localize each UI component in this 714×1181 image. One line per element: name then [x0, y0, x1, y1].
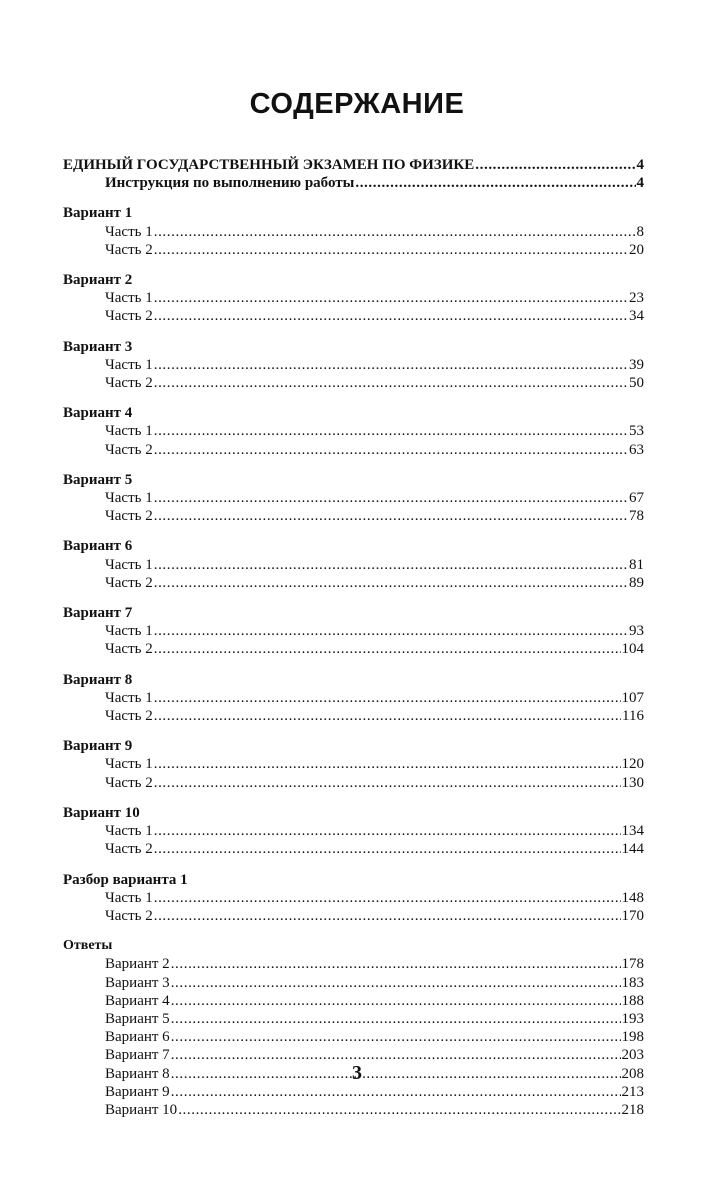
toc-entry-label: Вариант 9: [105, 1083, 170, 1100]
toc-entry-variant-4-part-2[interactable]: [63, 441, 644, 459]
toc-entry-analysis-part-2[interactable]: [63, 907, 644, 925]
toc-section-analysis[interactable]: Разбор варианта 1: [63, 871, 188, 888]
page-number: 3: [352, 1062, 362, 1084]
toc-entry-variant-3-part-1[interactable]: [63, 356, 644, 374]
toc-entry-page: 178: [621, 956, 644, 973]
toc-entry-page: 144: [621, 841, 644, 858]
toc-entry-label: Часть 1: [105, 689, 153, 706]
toc-entry-page: 107: [621, 689, 644, 706]
dot-leader: [154, 441, 628, 459]
toc-entry-page: 130: [621, 774, 644, 791]
toc-entry-page: 23: [629, 290, 644, 307]
toc-entry-page: 4: [636, 157, 644, 173]
toc-entry-page: 148: [621, 889, 644, 906]
toc-entry-variant-4-part-1[interactable]: [63, 422, 644, 440]
toc-entry-label: Вариант 8: [105, 1065, 170, 1082]
toc-entry-variant-7-part-1[interactable]: [63, 622, 644, 640]
variants-list: [63, 192, 644, 858]
toc-entry-page: 120: [621, 756, 644, 773]
toc-entry-variant-8-part-1[interactable]: [63, 689, 644, 707]
toc-entry-page: 116: [622, 708, 644, 725]
toc-entry-answers-2[interactable]: [63, 974, 644, 992]
toc-entry-label: Часть 1: [105, 556, 153, 573]
toc-section-variant-5[interactable]: Вариант 5: [63, 471, 133, 488]
toc-entry-label: Вариант 4: [105, 992, 170, 1009]
toc-entry-variant-7-part-2[interactable]: [63, 640, 644, 658]
toc-entry-page: 20: [629, 241, 644, 258]
toc-section-variant-9[interactable]: Вариант 9: [63, 738, 133, 755]
toc-entry-page: 170: [621, 907, 644, 924]
dot-leader: [154, 307, 628, 325]
toc-entry-label: Часть 2: [105, 308, 153, 325]
dot-leader: [154, 707, 621, 725]
toc-entry-label: Часть 2: [105, 574, 153, 591]
toc-section-variant-2[interactable]: Вариант 2: [63, 272, 133, 289]
toc-entry-page: 81: [629, 556, 644, 573]
dot-leader: [154, 907, 621, 925]
toc-entry-variant-10-part-2[interactable]: [63, 840, 644, 858]
toc-section-variant-10[interactable]: Вариант 10: [63, 804, 140, 821]
toc-entry-page: 183: [621, 974, 644, 991]
toc-entry-variant-9-part-2[interactable]: [63, 774, 644, 792]
toc-entry-page: 89: [629, 574, 644, 591]
dot-leader: [154, 289, 628, 307]
toc-entry-variant-10-part-1[interactable]: [63, 822, 644, 840]
toc-section-variant-7[interactable]: Вариант 7: [63, 605, 133, 622]
dot-leader: [171, 992, 621, 1010]
toc-entry-variant-6-part-2[interactable]: [63, 574, 644, 592]
toc-entry-label: Вариант 7: [105, 1047, 170, 1064]
toc-entry-label: Часть 2: [105, 241, 153, 258]
toc-entry-label: Вариант 6: [105, 1029, 170, 1046]
dot-leader: [154, 640, 621, 658]
dot-leader: [171, 1028, 621, 1046]
toc-entry-answers-1[interactable]: [63, 955, 644, 973]
dot-leader: [154, 822, 621, 840]
toc-entry-label: Вариант 10: [105, 1101, 178, 1118]
toc-entry-label: Часть 2: [105, 441, 153, 458]
toc-entry-label: Вариант 5: [105, 1010, 170, 1027]
toc-entry-instruction[interactable]: [63, 174, 644, 192]
toc-entry-label: Часть 1: [105, 889, 153, 906]
toc-entry-page: 63: [629, 441, 644, 458]
toc-entry-variant-5-part-1[interactable]: [63, 489, 644, 507]
toc-entry-label: Часть 2: [105, 907, 153, 924]
dot-leader: [178, 1101, 620, 1119]
toc-entry-page: 193: [621, 1010, 644, 1027]
toc-section-variant-6[interactable]: Вариант 6: [63, 538, 133, 555]
page-title: СОДЕРЖАНИЕ: [249, 88, 465, 120]
toc-entry-label: Часть 1: [105, 290, 153, 307]
toc-entry-label: Часть 2: [105, 375, 153, 392]
toc-entry-label: Часть 1: [105, 623, 153, 640]
toc-entry-page: 8: [636, 223, 644, 240]
toc-entry-label: Часть 1: [105, 356, 153, 373]
dot-leader: [154, 622, 628, 640]
dot-leader: [154, 241, 628, 259]
dot-leader: [154, 489, 628, 507]
dot-leader: [171, 974, 621, 992]
dot-leader: [154, 840, 621, 858]
dot-leader: [154, 889, 621, 907]
toc-entry-label: Часть 1: [105, 223, 153, 240]
toc-entry-page: 188: [621, 992, 644, 1009]
toc-entry-page: 208: [621, 1065, 644, 1082]
dot-leader: [154, 556, 628, 574]
dot-leader: [154, 755, 621, 773]
toc-entry-variant-2-part-1[interactable]: [63, 289, 644, 307]
toc-entry-variant-8-part-2[interactable]: [63, 707, 644, 725]
toc-entry-label: Вариант 3: [105, 974, 170, 991]
dot-leader: [171, 1010, 621, 1028]
toc-entry-label: Часть 1: [105, 490, 153, 507]
toc-entry-answers-9[interactable]: [63, 1101, 644, 1119]
toc-entry-variant-9-part-1[interactable]: [63, 755, 644, 773]
toc-entry-page: 78: [629, 508, 644, 525]
toc-entry-answers-5[interactable]: [63, 1028, 644, 1046]
toc-entry-label: ЕДИНЫЙ ГОСУДАРСТВЕННЫЙ ЭКЗАМЕН ПО ФИЗИКЕ: [63, 157, 475, 173]
toc-entry-variant-3-part-2[interactable]: [63, 374, 644, 392]
toc-entry-variant-1-part-1[interactable]: [63, 223, 644, 241]
toc-entry-variant-6-part-1[interactable]: [63, 556, 644, 574]
dot-leader: [154, 774, 621, 792]
dot-leader: [154, 374, 628, 392]
toc-section-variant-8[interactable]: Вариант 8: [63, 671, 133, 688]
toc-entry-label: Часть 2: [105, 708, 153, 725]
dot-leader: [171, 955, 621, 973]
toc-entry-page: 39: [629, 356, 644, 373]
toc-entry-label: Инструкция по выполнению работы: [105, 175, 355, 192]
toc-entry-variant-2-part-2[interactable]: [63, 307, 644, 325]
toc-entry-label: Часть 2: [105, 841, 153, 858]
toc-entry-page: 198: [621, 1029, 644, 1046]
toc-entry-page: 203: [621, 1047, 644, 1064]
toc-entry-label: Часть 1: [105, 423, 153, 440]
toc-entry-page: 213: [621, 1083, 644, 1100]
dot-leader: [154, 422, 628, 440]
toc-section-answers[interactable]: Ответы: [63, 938, 113, 954]
toc-entry-label: Часть 2: [105, 774, 153, 791]
toc-entry-page: 104: [621, 641, 644, 658]
toc-entry-page: 93: [629, 623, 644, 640]
toc-entry-exam[interactable]: [63, 156, 644, 174]
toc-entry-analysis-part-1[interactable]: [63, 889, 644, 907]
toc-entry-answers-3[interactable]: [63, 992, 644, 1010]
toc-entry-page: 53: [629, 423, 644, 440]
toc-entry-variant-1-part-2[interactable]: [63, 241, 644, 259]
toc-entry-page: 134: [621, 823, 644, 840]
dot-leader: [154, 574, 628, 592]
toc-entry-label: Часть 2: [105, 508, 153, 525]
toc-entry-label: Вариант 2: [105, 956, 170, 973]
toc-section-variant-4[interactable]: Вариант 4: [63, 405, 133, 422]
toc-entry-page: 67: [629, 490, 644, 507]
dot-leader: [154, 507, 628, 525]
toc-entry-page: 50: [629, 375, 644, 392]
toc-entry-page: 218: [621, 1101, 644, 1118]
toc-entry-page: 4: [636, 175, 644, 192]
toc-entry-label: Часть 2: [105, 641, 153, 658]
dot-leader: [355, 174, 635, 192]
dot-leader: [154, 223, 636, 241]
toc-entry-answers-4[interactable]: [63, 1010, 644, 1028]
dot-leader: [154, 689, 621, 707]
table-of-contents: [63, 156, 644, 1119]
answers-list: [63, 955, 644, 1119]
toc-entry-answers-8[interactable]: [63, 1083, 644, 1101]
toc-section-variant-1[interactable]: Вариант 1: [63, 205, 133, 222]
dot-leader: [154, 356, 628, 374]
toc-section-variant-3[interactable]: Вариант 3: [63, 338, 133, 355]
toc-entry-label: Часть 1: [105, 823, 153, 840]
toc-entry-variant-5-part-2[interactable]: [63, 507, 644, 525]
dot-leader: [171, 1083, 621, 1101]
toc-entry-label: Часть 1: [105, 756, 153, 773]
toc-entry-page: 34: [629, 308, 644, 325]
dot-leader: [475, 156, 635, 174]
